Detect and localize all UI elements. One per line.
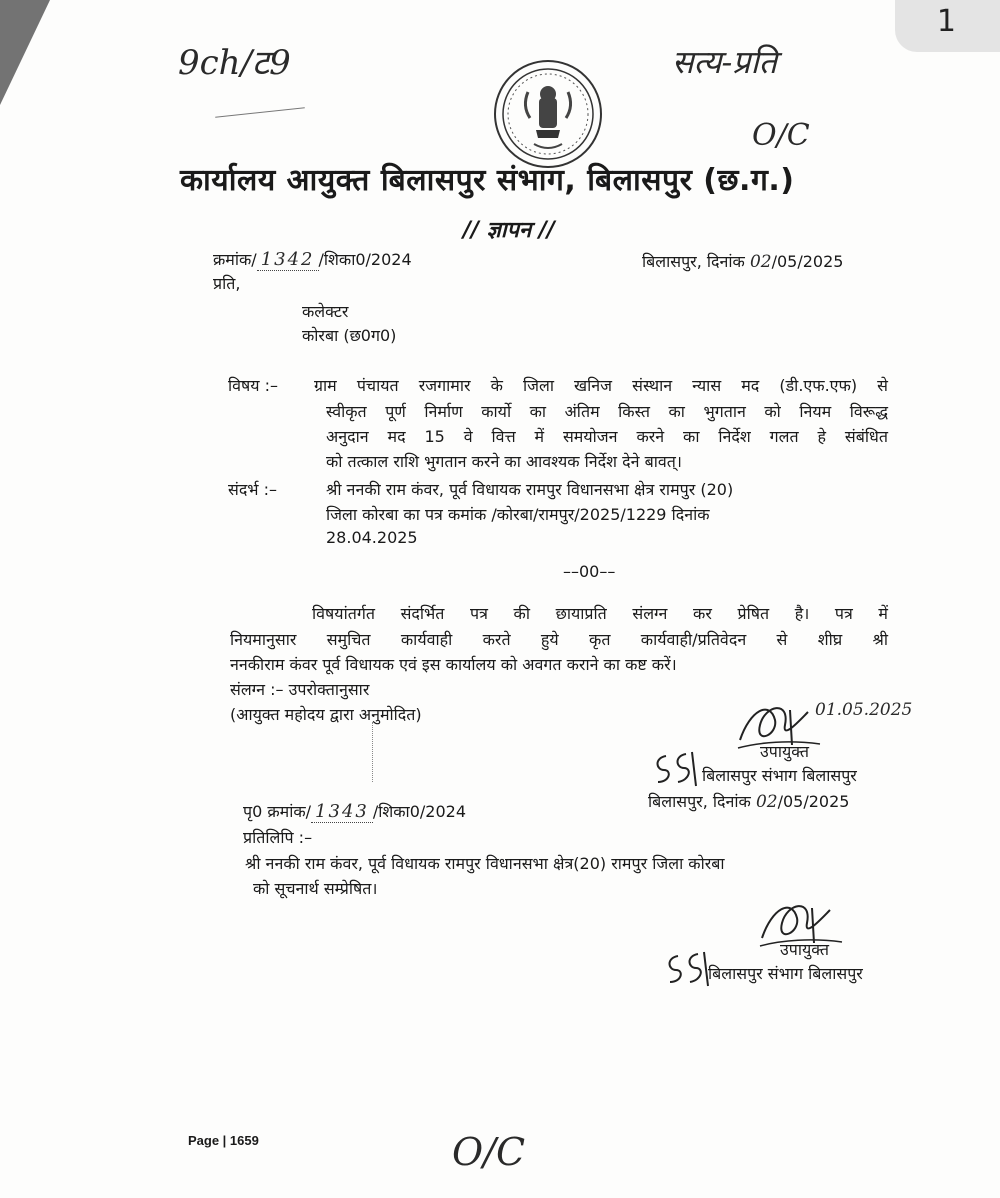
handwritten-note-top-right: सत्य-प्रति (672, 43, 778, 81)
signatory-title-2: उपायुक्त (780, 940, 829, 959)
endorsement-place-date (648, 790, 849, 812)
copy-line1: श्री ननकी राम कंवर, पूर्व विधायक रामपुर विधानसभा क्षेत्र(20) रामपुर जिला कोरबा (245, 854, 725, 873)
margin-mark (372, 722, 374, 782)
state-emblem-icon (492, 58, 604, 170)
endorsement-ref-number: 1343 (311, 801, 373, 823)
page-footer: Page | 1659 (188, 1133, 259, 1148)
memo-place-date (642, 250, 843, 272)
page-badge (895, 0, 1000, 52)
subject-line: अनुदान मद 15 वे वित्त में समयोजन करने का निर्देश गलत हे संबंधित (326, 427, 888, 446)
endorsement-date-rest: /05/2025 (777, 792, 850, 811)
approval-note: (आयुक्त महोदय द्वारा अनुमोदित) (230, 705, 422, 724)
body-line: विषयांतर्गत संदर्भित पत्र की छायाप्रति संलग्न कर प्रेषित है। पत्र में (312, 604, 888, 623)
signatory-title: उपायुक्त (760, 742, 809, 761)
subject-line: ग्राम पंचायत रजगामार के जिला खनिज संस्थान न्यास मद (डी.एफ.एफ) से (314, 376, 888, 395)
reference-line: श्री ननकी राम कंवर, पूर्व विधायक रामपुर विधानसभा क्षेत्र रामपुर (20) (326, 480, 734, 499)
addressee-line1: कलेक्टर (302, 302, 349, 321)
copy-line2: को सूचनार्थ सम्प्रेषित। (253, 879, 378, 898)
copy-label: प्रतिलिपि :– (243, 828, 313, 847)
reference-label: संदर्भ :– (228, 480, 278, 499)
body-line: ननकीराम कंवर पूर्व विधायक एवं इस कार्यालय को अवगत कराने का कष्ट करें। (230, 655, 677, 674)
memo-title: // ज्ञापन // (463, 218, 555, 243)
signature-date: 01.05.2025 (815, 700, 913, 720)
memo-ref-prefix: क्रमांक/ (213, 250, 257, 269)
subject-line: स्वीकृत पूर्ण निर्माण कार्यो का अंतिम किस्त का भुगतान को नियम विरूद्ध (326, 402, 888, 421)
endorsement-ref-prefix: पृ0 क्रमांक/ (243, 802, 312, 821)
signatory-office: बिलासपुर संभाग बिलासपुर (702, 766, 857, 785)
endorsement-date-day: 02 (755, 792, 778, 812)
memo-ref-number: 1342 (257, 249, 319, 271)
office-title: कार्यालय आयुक्त बिलासपुर संभाग, बिलासपुर (छ.ग.) (180, 163, 795, 198)
separator: ––00–– (563, 562, 616, 581)
folded-corner (0, 0, 50, 105)
body-line: नियमानुसार समुचित कार्यवाही करते हुये कृत कार्यवाही/प्रतिवेदन से शीघ्र श्री (230, 630, 888, 649)
initials-icon (652, 748, 700, 790)
handwritten-underline (215, 107, 305, 117)
endorsement-reference (243, 800, 466, 822)
reference-line: 28.04.2025 (326, 528, 418, 547)
enclosure: संलग्न :– उपरोक्तानुसार (230, 680, 370, 699)
addressee-line2: कोरबा (छ0ग0) (302, 326, 397, 345)
memo-date-rest: /05/2025 (771, 252, 844, 271)
subject-label: विषय :– (228, 376, 279, 395)
memo-ref-suffix: /शिका0/2024 (318, 250, 412, 269)
handwritten-oc-bottom: O/C (452, 1130, 526, 1174)
handwritten-oc-top: O/C (752, 118, 810, 153)
initials-icon (664, 948, 712, 990)
endorsement-date-prefix: बिलासपुर, दिनांक (648, 792, 751, 811)
subject-line: को तत्काल राशि भुगतान करने का आवश्यक निर्देश देने बावत्। (326, 452, 682, 471)
memo-date-prefix: बिलासपुर, दिनांक (642, 252, 745, 271)
page-badge-number: 1 (936, 4, 956, 39)
handwritten-note-top-left: 9ch/ट9 (178, 43, 291, 83)
to-label: प्रति, (213, 274, 241, 293)
memo-date-day: 02 (749, 252, 772, 272)
reference-line: जिला कोरबा का पत्र कमांक /कोरबा/रामपुर/2025/1229 दिनांक (326, 505, 710, 524)
signatory-office-2: बिलासपुर संभाग बिलासपुर (708, 964, 863, 983)
endorsement-ref-suffix: /शिका0/2024 (372, 802, 466, 821)
memo-reference (213, 248, 412, 270)
